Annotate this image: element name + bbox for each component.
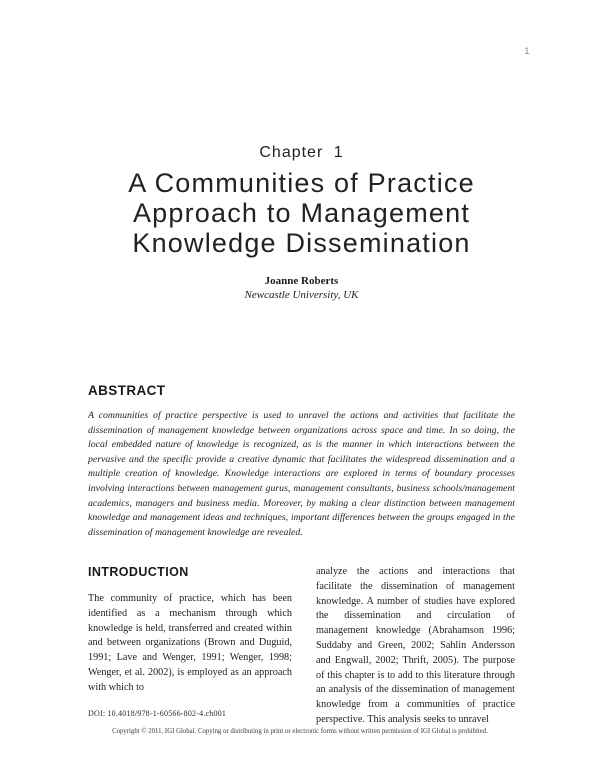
introduction-heading: INTRODUCTION bbox=[88, 565, 189, 579]
intro-right-paragraph: analyze the actions and interactions that facilitate the dissemination of management knowledge. A number of studies have explored the dissemination and circulation of management knowledge (Abrahamson 1996; Suddaby and Green, 2002; Sahlin Andersson and Engwall, 2002; Thrift, 2005). The purpose of this chapter is to add to this literature through an analysis of the dissemination of management knowledge from a communities of practice perspective. This analysis seeks to unravel bbox=[316, 566, 515, 725]
author-affiliation: Newcastle University, UK bbox=[244, 289, 359, 301]
abstract-section bbox=[88, 383, 515, 540]
abstract-heading: ABSTRACT bbox=[88, 383, 166, 398]
chapter-title-line: Knowledge Dissemination bbox=[132, 228, 471, 258]
copyright-notice: Copyright © 2011, IGI Global. Copying or distributing in print or electronic forms without written permission of IGI Global is prohibited. bbox=[112, 728, 488, 735]
byline bbox=[88, 274, 515, 302]
abstract-text: A communities of practice perspective is used to unravel the actions and activities that facilitate the dissemination of management knowledge between organizations across space and time. In so doing, the local embedded nature of knowledge is recognized, as is the manner in which interactions between the pervasive and the specific provide a creative dynamic that facilitates the widespread dissemination and a multiple creation of knowledge. Knowledge interactions are explored in terms of boundary processes involving interactions between management gurus, management consultants, business schools/management academics, managers and business media. Moreover, by making a clear distinction between management knowledge and management ideas and techniques, important differences between the groups engaged in the dissemination of management knowledge are revealed. bbox=[88, 410, 515, 538]
page-number: 1 bbox=[524, 46, 530, 57]
intro-left-paragraph: The community of practice, which has been identified as a mechanism through which knowledge is held, transferred and created within and between organizations (Brown and Duguid, 1991; Lave and Wenger, 1991; Wenger, 1998; Wenger, et al. 2002), is employed as an approach with which to bbox=[88, 593, 292, 693]
author-name: Joanne Roberts bbox=[264, 275, 339, 287]
chapter-title-line: Approach to Management bbox=[132, 198, 471, 228]
doi-line: DOI: 10.4018/978-1-60566-802-4.ch001 bbox=[88, 708, 227, 718]
introduction-section bbox=[88, 565, 515, 728]
intro-left-column bbox=[88, 565, 292, 718]
chapter-label: Chapter 1 bbox=[259, 144, 344, 161]
chapter-title-line: A Communities of Practice bbox=[128, 168, 475, 198]
intro-right-column bbox=[316, 565, 515, 728]
chapter-title bbox=[60, 168, 543, 258]
